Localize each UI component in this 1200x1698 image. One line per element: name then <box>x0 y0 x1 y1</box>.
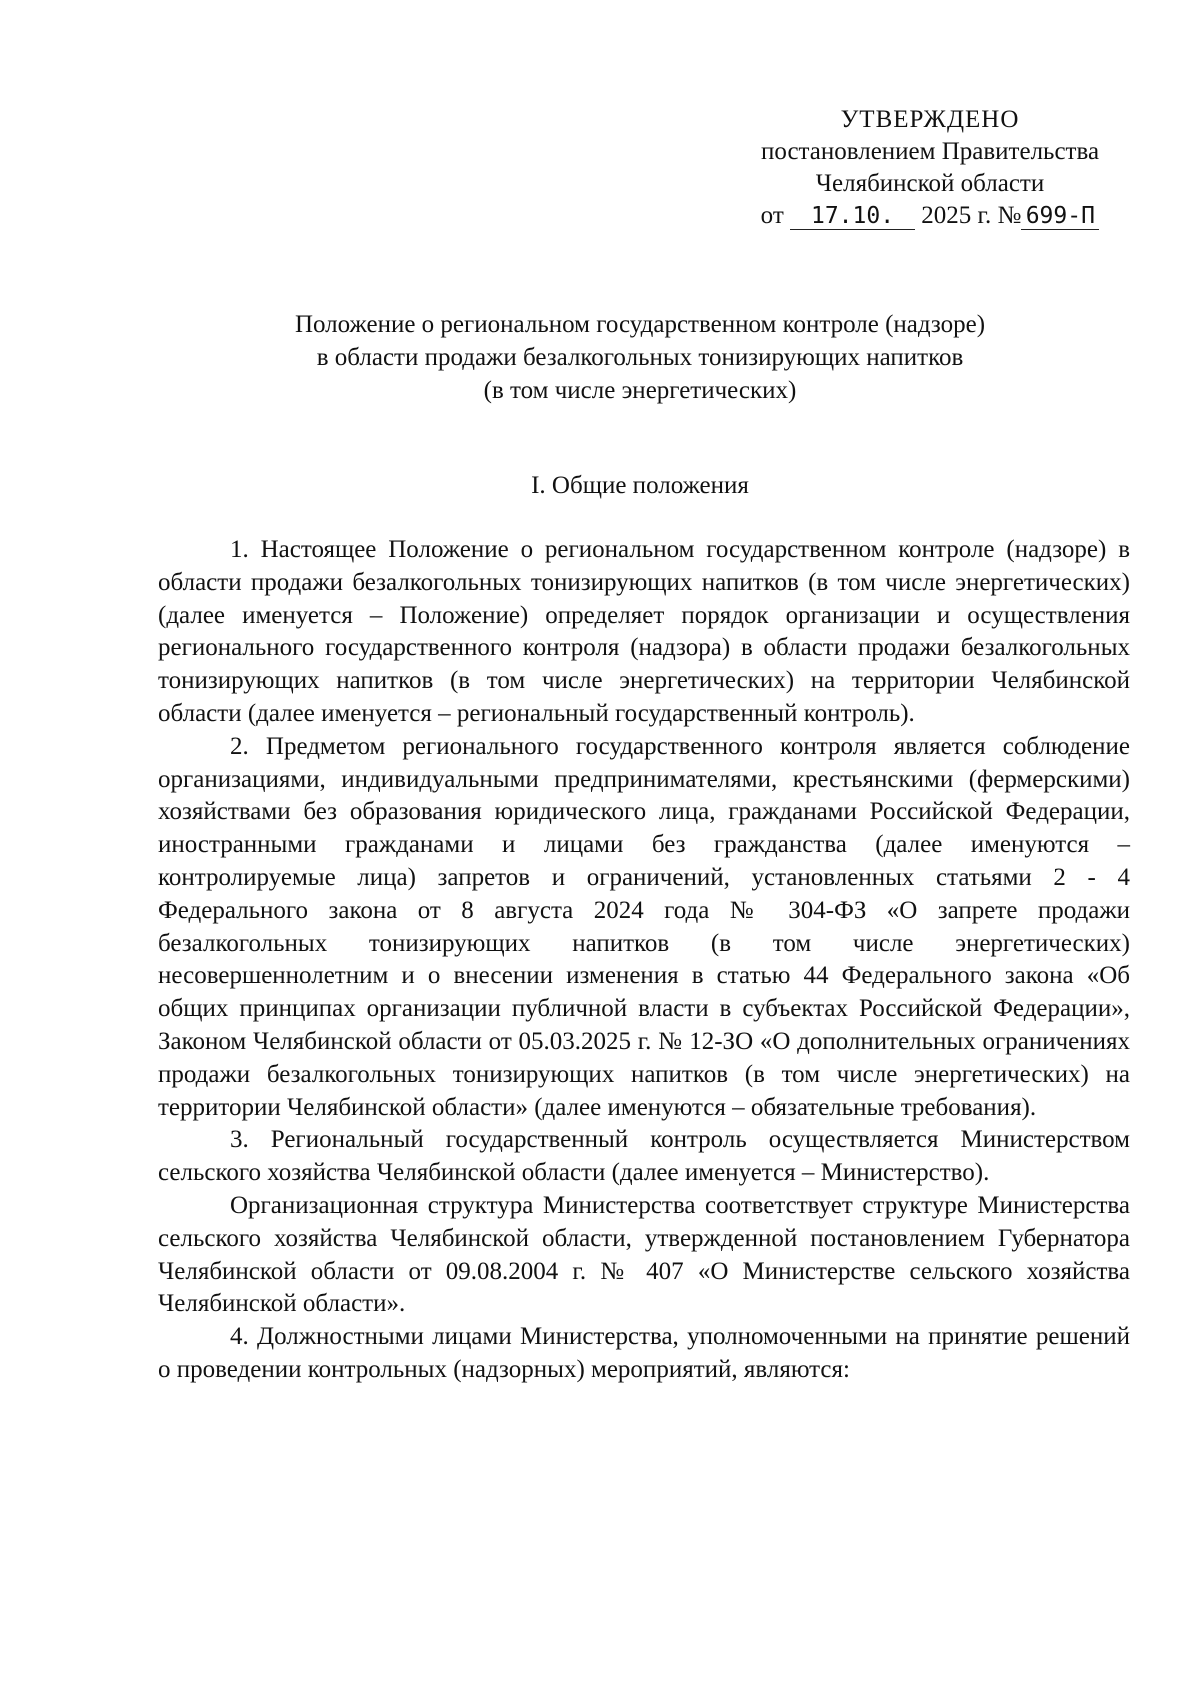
title-line-2: в области продажи безалкогольных тонизирующих напитков <box>316 344 964 371</box>
paragraph-3-continuation: Организационная структура Министерства соответствует структуре Министерства сельского хозяйства Челябинской области, утвержденной постановлением Губернатора Челябинской области от 09.08.2004 г. № 407 «О Министерстве сельского хозяйства Челябинской области». <box>158 1191 1130 1318</box>
title-line-3: (в том числе энергетических) <box>483 377 797 404</box>
approval-date-line <box>730 200 1130 232</box>
title-line-1: Положение о региональном государственном контроле (надзоре) <box>294 311 986 338</box>
approval-block <box>730 104 1130 232</box>
approval-line-2: Челябинской области <box>815 170 1045 197</box>
approval-number-field: 699-П <box>1021 203 1099 230</box>
paragraph-1: 1. Настоящее Положение о региональном государственном контроле (надзоре) в области продажи безалкогольных тонизирующих напитков (в том числе энергетических) (далее именуется – Положение) определяет порядок организации и осуществления регионального государственного контроля (надзора) в области продажи безалкогольных тонизирующих напитков (в том числе энергетических) на территории Челябинской области (далее именуется – региональный государственный контроль). <box>158 536 1130 727</box>
approval-year-text: 2025 г. № <box>921 202 1022 229</box>
paragraph-3: 3. Региональный государственный контроль осуществляется Министерством сельского хозяйства Челябинской области (далее именуется – Министерство). <box>158 1126 1130 1187</box>
section-heading: I. Общие положения <box>531 472 749 499</box>
document-body <box>158 534 1130 1387</box>
document-title <box>150 308 1130 407</box>
approval-heading: УТВЕРЖДЕНО <box>840 106 1020 133</box>
paragraph-4: 4. Должностными лицами Министерства, уполномоченными на принятие решений о проведении контрольных (надзорных) мероприятий, являются: <box>158 1323 1130 1383</box>
approval-line-1: постановлением Правительства <box>760 138 1100 165</box>
approval-date-field: 17.10. <box>790 203 915 230</box>
paragraph-2: 2. Предметом регионального государственного контроля является соблюдение организациями, индивидуальными предпринимателями, крестьянскими (фермерскими) хозяйствами без образования юридического лица, гражданами Российской Федерации, иностранными гражданами и лицами без гражданства (далее именуются – контролируемые лица) запретов и ограничений, установленных статьями 2 - 4 Федерального закона от 8 августа 2024 года № 304-ФЗ «О запрете продажи безалкогольных тонизирующих напитков (в том числе энергетических) несовершеннолетним и о внесении изменения в статью 44 Федерального закона «Об общих принципах организации публичной власти в субъектах Российской Федерации», Законом Челябинской области от 05.03.2025 г. № 12-ЗО «О дополнительных ограничениях продажи безалкогольных тонизирующих напитков (в том числе энергетических) на территории Челябинской области» (далее именуются – обязательные требования). <box>158 732 1130 1121</box>
approval-date-prefix: от <box>760 202 784 229</box>
